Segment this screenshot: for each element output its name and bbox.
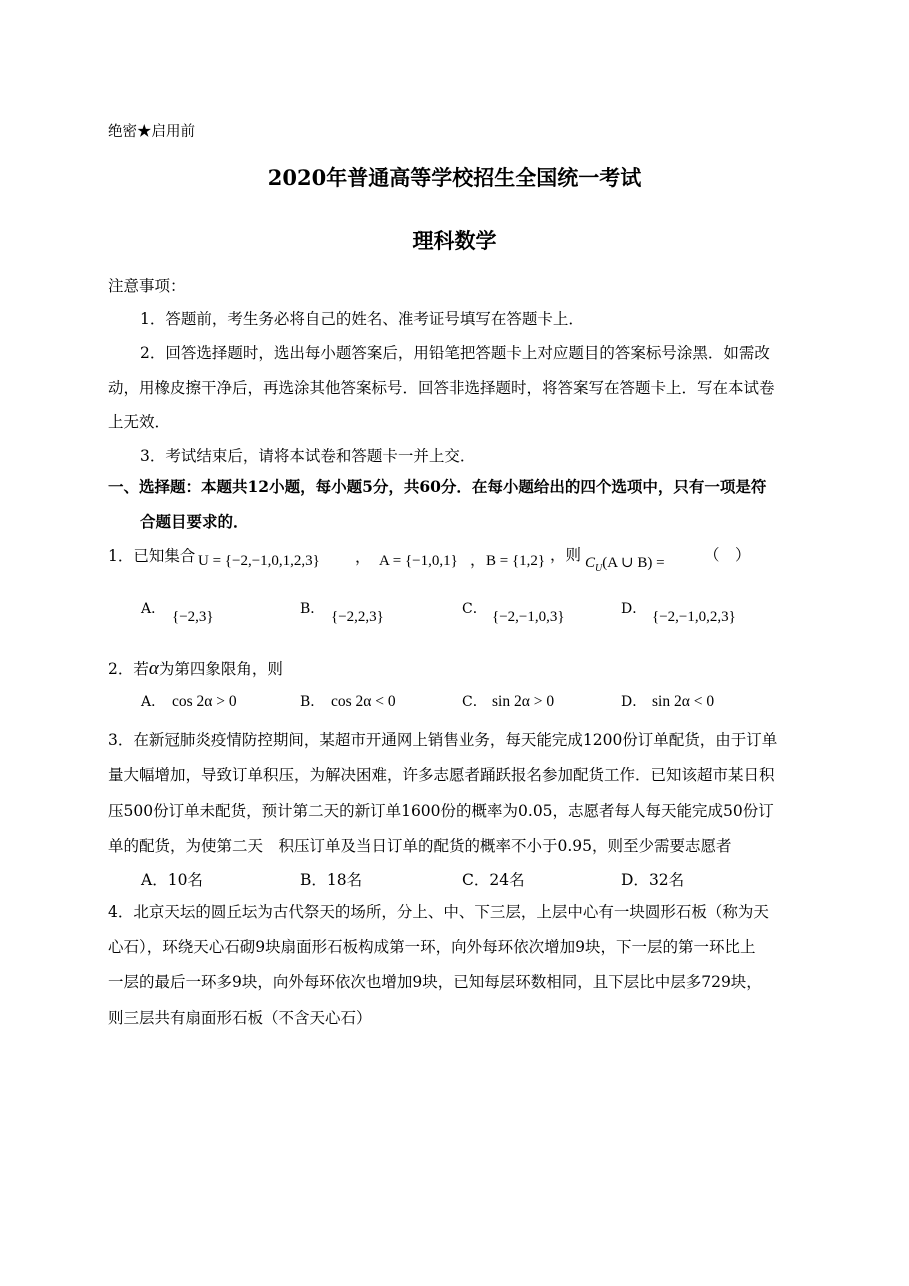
q2-option-a-value: cos 2α > 0 <box>172 693 237 710</box>
q1-expr-subscript: U <box>595 563 603 574</box>
q1-option-c-value: {−2,−1,0,3} <box>492 609 565 625</box>
q1-answer-paren: （ ） <box>704 546 751 564</box>
q3-line-1: 3．在新冠肺炎疫情防控期间，某超市开通网上销售业务，每天能完成1200份订单配货，由于订单 <box>108 731 778 749</box>
q3-option-c-label: C． <box>462 871 490 889</box>
notice-title: 注意事项： <box>108 277 186 295</box>
q3-option-c <box>462 868 525 890</box>
q1-comma-1: ， <box>355 548 371 566</box>
q3-option-a <box>141 868 203 890</box>
q4-line-3: 一层的最后一环多9块，向外每环依次也增加9块，已知每层环数相同，且下层比中层多729块， <box>108 973 762 991</box>
q4-line-4: 则三层共有扇面形石板（不含天心石） <box>108 1009 372 1027</box>
notice-item-1: 1．答题前，考生务必将自己的姓名、准考证号填写在答题卡上． <box>140 310 584 328</box>
q2-option-c-value: sin 2α > 0 <box>492 693 555 710</box>
q4-line-1: 4．北京天坛的圆丘坛为古代祭天的场所，分上、中、下三层，上层中心有一块圆形石板（称为天 <box>108 903 769 921</box>
q3-option-b <box>300 868 362 890</box>
q2-alpha: α <box>148 658 159 679</box>
q3-option-b-label: B． <box>300 871 327 889</box>
q1-comma-2: ， <box>470 551 486 569</box>
q1-option-b-label: B． <box>300 601 325 617</box>
q3-option-a-value: 10名 <box>167 871 203 889</box>
q2-option-c-label: C． <box>462 694 487 710</box>
q3-option-d <box>621 868 684 890</box>
q2-option-b-value: cos 2α < 0 <box>331 693 396 710</box>
q1-option-a-value: {−2,3} <box>172 609 214 625</box>
confidential-mark: 绝密★启用前 <box>108 124 195 140</box>
q3-option-c-value: 24名 <box>489 871 525 889</box>
section-heading-line-2: 合题目要求的． <box>140 512 249 531</box>
notice-item-3: 3．考试结束后，请将本试卷和答题卡一并上交． <box>140 447 476 465</box>
q1-set-u: U = {−2,−1,0,1,2,3} <box>198 553 320 569</box>
q1-comma-3: ，则 <box>550 546 582 564</box>
q3-line-2: 量大幅增加，导致订单积压，为解决困难，许多志愿者踊跃报名参加配货工作．已知该超市某日积 <box>108 766 775 784</box>
q2-option-d-value: sin 2α < 0 <box>652 693 715 710</box>
notice-item-2-line-3: 上无效． <box>108 413 171 431</box>
q1-set-a: A = {−1,0,1} <box>379 553 458 569</box>
q1-set-b: B = {1,2} <box>486 553 546 569</box>
q4-line-2: 心石），环绕天心石砌9块扇面形石板构成第一环，向外每环依次增加9块，下一层的第一环比上 <box>108 938 756 956</box>
q1-option-a-label: A． <box>141 601 166 617</box>
q2-stem <box>108 657 283 680</box>
exam-title: 2020年普通高等学校招生全国统一考试 <box>267 165 642 190</box>
q1-expression <box>585 553 665 574</box>
section-heading-line-1: 一、选择题：本题共12小题，每小题5分，共60分．在每小题给出的四个选项中，只有一项是符 <box>108 477 767 496</box>
q3-line-4: 单的配货，为使第二天 积压订单及当日订单的配货的概率不小于0.95，则至少需要志愿者 <box>108 837 732 855</box>
q2-option-d-label: D． <box>621 694 647 710</box>
q2-option-a-label: A． <box>141 694 166 710</box>
q1-option-d-label: D． <box>621 601 647 617</box>
q3-line-3: 压500份订单未配货，预计第二天的新订单1600份的概率为0.05，志愿者每人每天能完成50份订 <box>108 802 774 820</box>
q1-option-c-label: C． <box>462 601 487 617</box>
q1-option-d-value: {−2,−1,0,2,3} <box>652 609 736 625</box>
q3-option-b-value: 18名 <box>326 871 363 889</box>
q3-option-a-label: A． <box>141 871 168 889</box>
q1-expr-rest: (A ∪ B) = <box>602 555 665 571</box>
q1-expr-c: C <box>585 555 596 571</box>
q2-pre: 2．若 <box>108 660 149 678</box>
q2-option-b-label: B． <box>300 694 325 710</box>
q2-post: 为第四象限角，则 <box>158 660 283 678</box>
notice-item-2-line-1: 2．回答选择题时，选出每小题答案后，用铅笔把答题卡上对应题目的答案标号涂黑．如需改 <box>140 344 770 362</box>
q3-option-d-label: D． <box>621 871 649 889</box>
q1-prefix: 1．已知集合 <box>108 547 196 565</box>
q1-option-b-value: {−2,2,3} <box>331 609 384 625</box>
notice-item-2-line-2: 动，用橡皮擦干净后，再选涂其他答案标号．回答非选择题时，将答案写在答题卡上．写在本试卷 <box>108 379 775 397</box>
subject-title: 理科数学 <box>412 228 497 253</box>
q3-option-d-value: 32名 <box>648 871 685 889</box>
